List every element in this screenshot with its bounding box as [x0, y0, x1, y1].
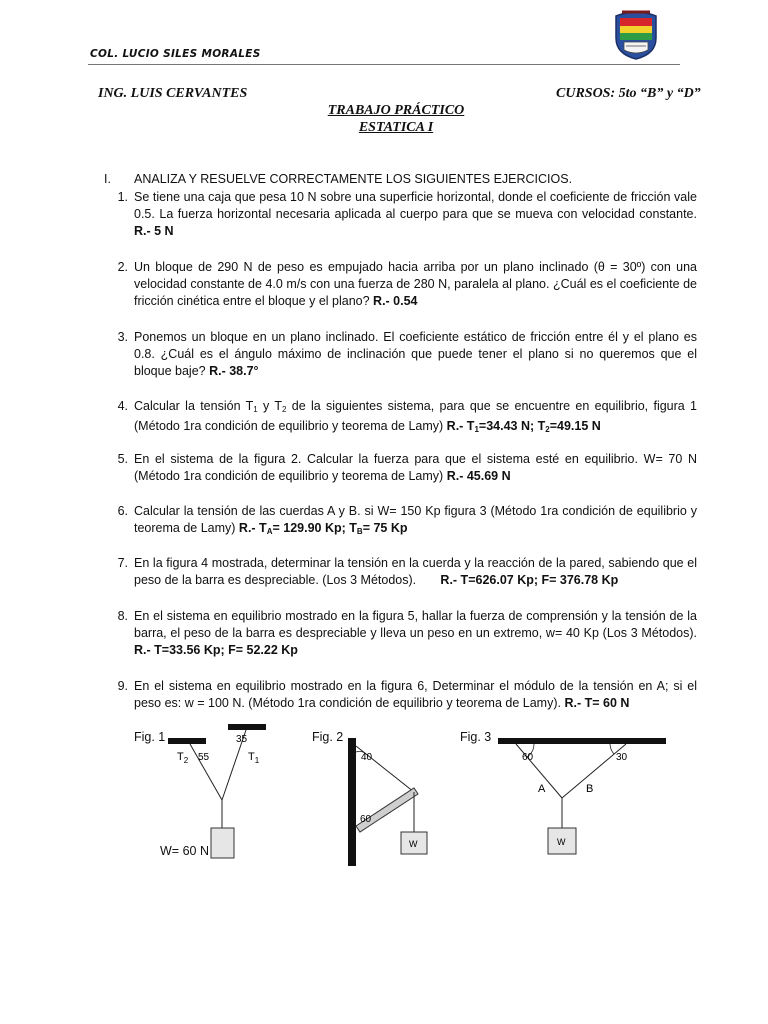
ceiling-beam — [498, 738, 666, 744]
exercise-text: En la figura 4 mostrada, determinar la tensión en la cuerda y la reacción de la pared, sabiendo que el peso de la barra es despreciable. (Los 3 Métodos). R.- T=626.07 Kp; F= 376.78 Kp — [134, 556, 697, 587]
angle-label-30: 30 — [616, 752, 628, 763]
ceiling-support-right — [228, 724, 266, 730]
courses: CURSOS: 5to “B” y “D” — [556, 86, 701, 101]
exercise-text: Un bloque de 290 N de peso es empujado hacia arriba por un plano inclinado (θ = 30º) con una velocidad constante de 4.0 m/s con una fuerza de 280 N, paralela al plano. ¿Cuál es el coeficiente de fricción cinética entre el bloque y el plano? R.- 0.54 — [134, 260, 697, 308]
section-number: I. — [104, 172, 111, 186]
exercise-number: 3. — [117, 330, 128, 344]
angle-label-60: 60 — [360, 814, 372, 825]
school-name: COL. LUCIO SILES MORALES — [90, 48, 261, 60]
ceiling-support-left — [168, 738, 206, 744]
exercise-text: Se tiene una caja que pesa 10 N sobre una superficie horizontal, donde el coeficiente de fricción vale 0.5. La fuerza horizontal necesaria aplicada al cuerpo para que se mueva con velocidad constante. R.- 5 N — [134, 190, 697, 238]
teacher-name: ING. LUIS CERVANTES — [98, 86, 248, 101]
angle-label-35: 35 — [236, 734, 248, 745]
exercise-number: 2. — [117, 260, 128, 274]
school-logo — [612, 8, 660, 60]
figure-2-label: Fig. 2 — [312, 730, 344, 744]
exercise-answer: R.- T=33.56 Kp; F= 52.22 Kp — [134, 643, 298, 657]
tension-label-t2: $T_2$ — [177, 751, 189, 765]
exercise-text: En el sistema en equilibrio mostrado en la figura 5, hallar la fuerza de comprensión y la tensión de la barra, el peso de la barra es despreciable y lleva un peso en un extremo, w= 40 Kp (Los 3 Métodos). R.- T=33.56 Kp; F= 52.22 Kp — [134, 609, 697, 657]
document-title: TRABAJO PRÁCTICO — [327, 103, 465, 118]
exercise-answer: R.- T= 60 N — [564, 696, 630, 710]
angle-label-55: 55 — [198, 752, 210, 763]
tension-label-t1: $T_1$ — [248, 751, 260, 765]
weight-label: W — [409, 839, 418, 849]
exercise-text: En el sistema en equilibrio mostrado en la figura 6, Determinar el módulo de la tensión en A; si el peso es: w = 100 N. (Método 1ra condición de equilibrio y teorema de Lamy). R.- T= 60 N — [134, 679, 697, 710]
exercise-number: 6. — [117, 504, 128, 518]
exercise-text: En el sistema de la figura 2. Calcular la fuerza para que el sistema esté en equilibrio. W= 70 N (Método 1ra condición de equilibrio y teorema de Lamy) R.- 45.69 N — [134, 452, 697, 483]
document-subtitle: ESTATICA I — [358, 120, 434, 135]
angle-label-40: 40 — [361, 752, 373, 763]
exercise-text: Calcular la tensión de las cuerdas A y B. si W= 150 Kp figura 3 (Método 1ra condición de equilibrio y teorema de Lamy) R.- $T_A= 129.90$ Kp; $T_B= 75$ Kp — [134, 504, 697, 536]
exercise-answer: R.- $T_A= 129.90$ Kp; $T_B= 75$ Kp — [238, 521, 408, 536]
angle-label-60: 60 — [522, 752, 534, 763]
exercise-number: 1. — [117, 190, 128, 204]
exercise-answer: R.- 0.54 — [373, 294, 418, 308]
figure-3-label: Fig. 3 — [460, 730, 492, 744]
weight-label: W= 60 N — [160, 844, 209, 858]
exercise-answer: R.- $T_1=34.43$ N; $T_2=49.15$ N — [446, 419, 601, 434]
exercise-number: 5. — [117, 452, 128, 466]
weight-block — [211, 828, 234, 858]
exercise-text: Ponemos un bloque en un plano inclinado. El coeficiente estático de fricción entre él y el plano es 0.8. ¿Cuál es el ángulo máximo de inclinación que puede tener el plano si no queremos que el bloque baje? R.- 38.7° — [134, 330, 697, 378]
exercise-answer: R.- 45.69 N — [446, 469, 511, 483]
exercise-number: 7. — [117, 556, 128, 570]
exercise-text: Calcular la tensión $T_1$ y $T_2$ de la siguientes sistema, para que se encuentre en equilibrio, figura 1 (Método 1ra condición de equilibrio y teorema de Lamy) R.- $T_1=34.43$ N; $T_2=49.15$ N — [134, 399, 698, 434]
weight-label: W — [557, 837, 566, 847]
exercise-answer: R.- 38.7° — [209, 364, 259, 378]
section-heading: ANALIZA Y RESUELVE CORRECTAMENTE LOS SIGUIENTES EJERCICIOS. — [134, 172, 573, 186]
wall — [348, 738, 356, 866]
figure-3-diagram — [490, 730, 680, 860]
figure-1-label: Fig. 1 — [134, 730, 166, 744]
strut — [356, 788, 418, 832]
exercise-answer: R.- T=626.07 Kp; F= 376.78 Kp — [440, 573, 619, 587]
figure-2-diagram — [330, 730, 440, 870]
exercise-number: 9. — [117, 679, 128, 693]
exercise-number: 8. — [117, 609, 128, 623]
angle-arc-right — [610, 744, 614, 754]
rope-b-label: B — [586, 783, 594, 795]
header-divider — [88, 64, 680, 65]
exercise-number: 4. — [117, 399, 128, 413]
exercise-answer: R.- 5 N — [134, 224, 174, 238]
rope-a-label: A — [538, 783, 546, 795]
